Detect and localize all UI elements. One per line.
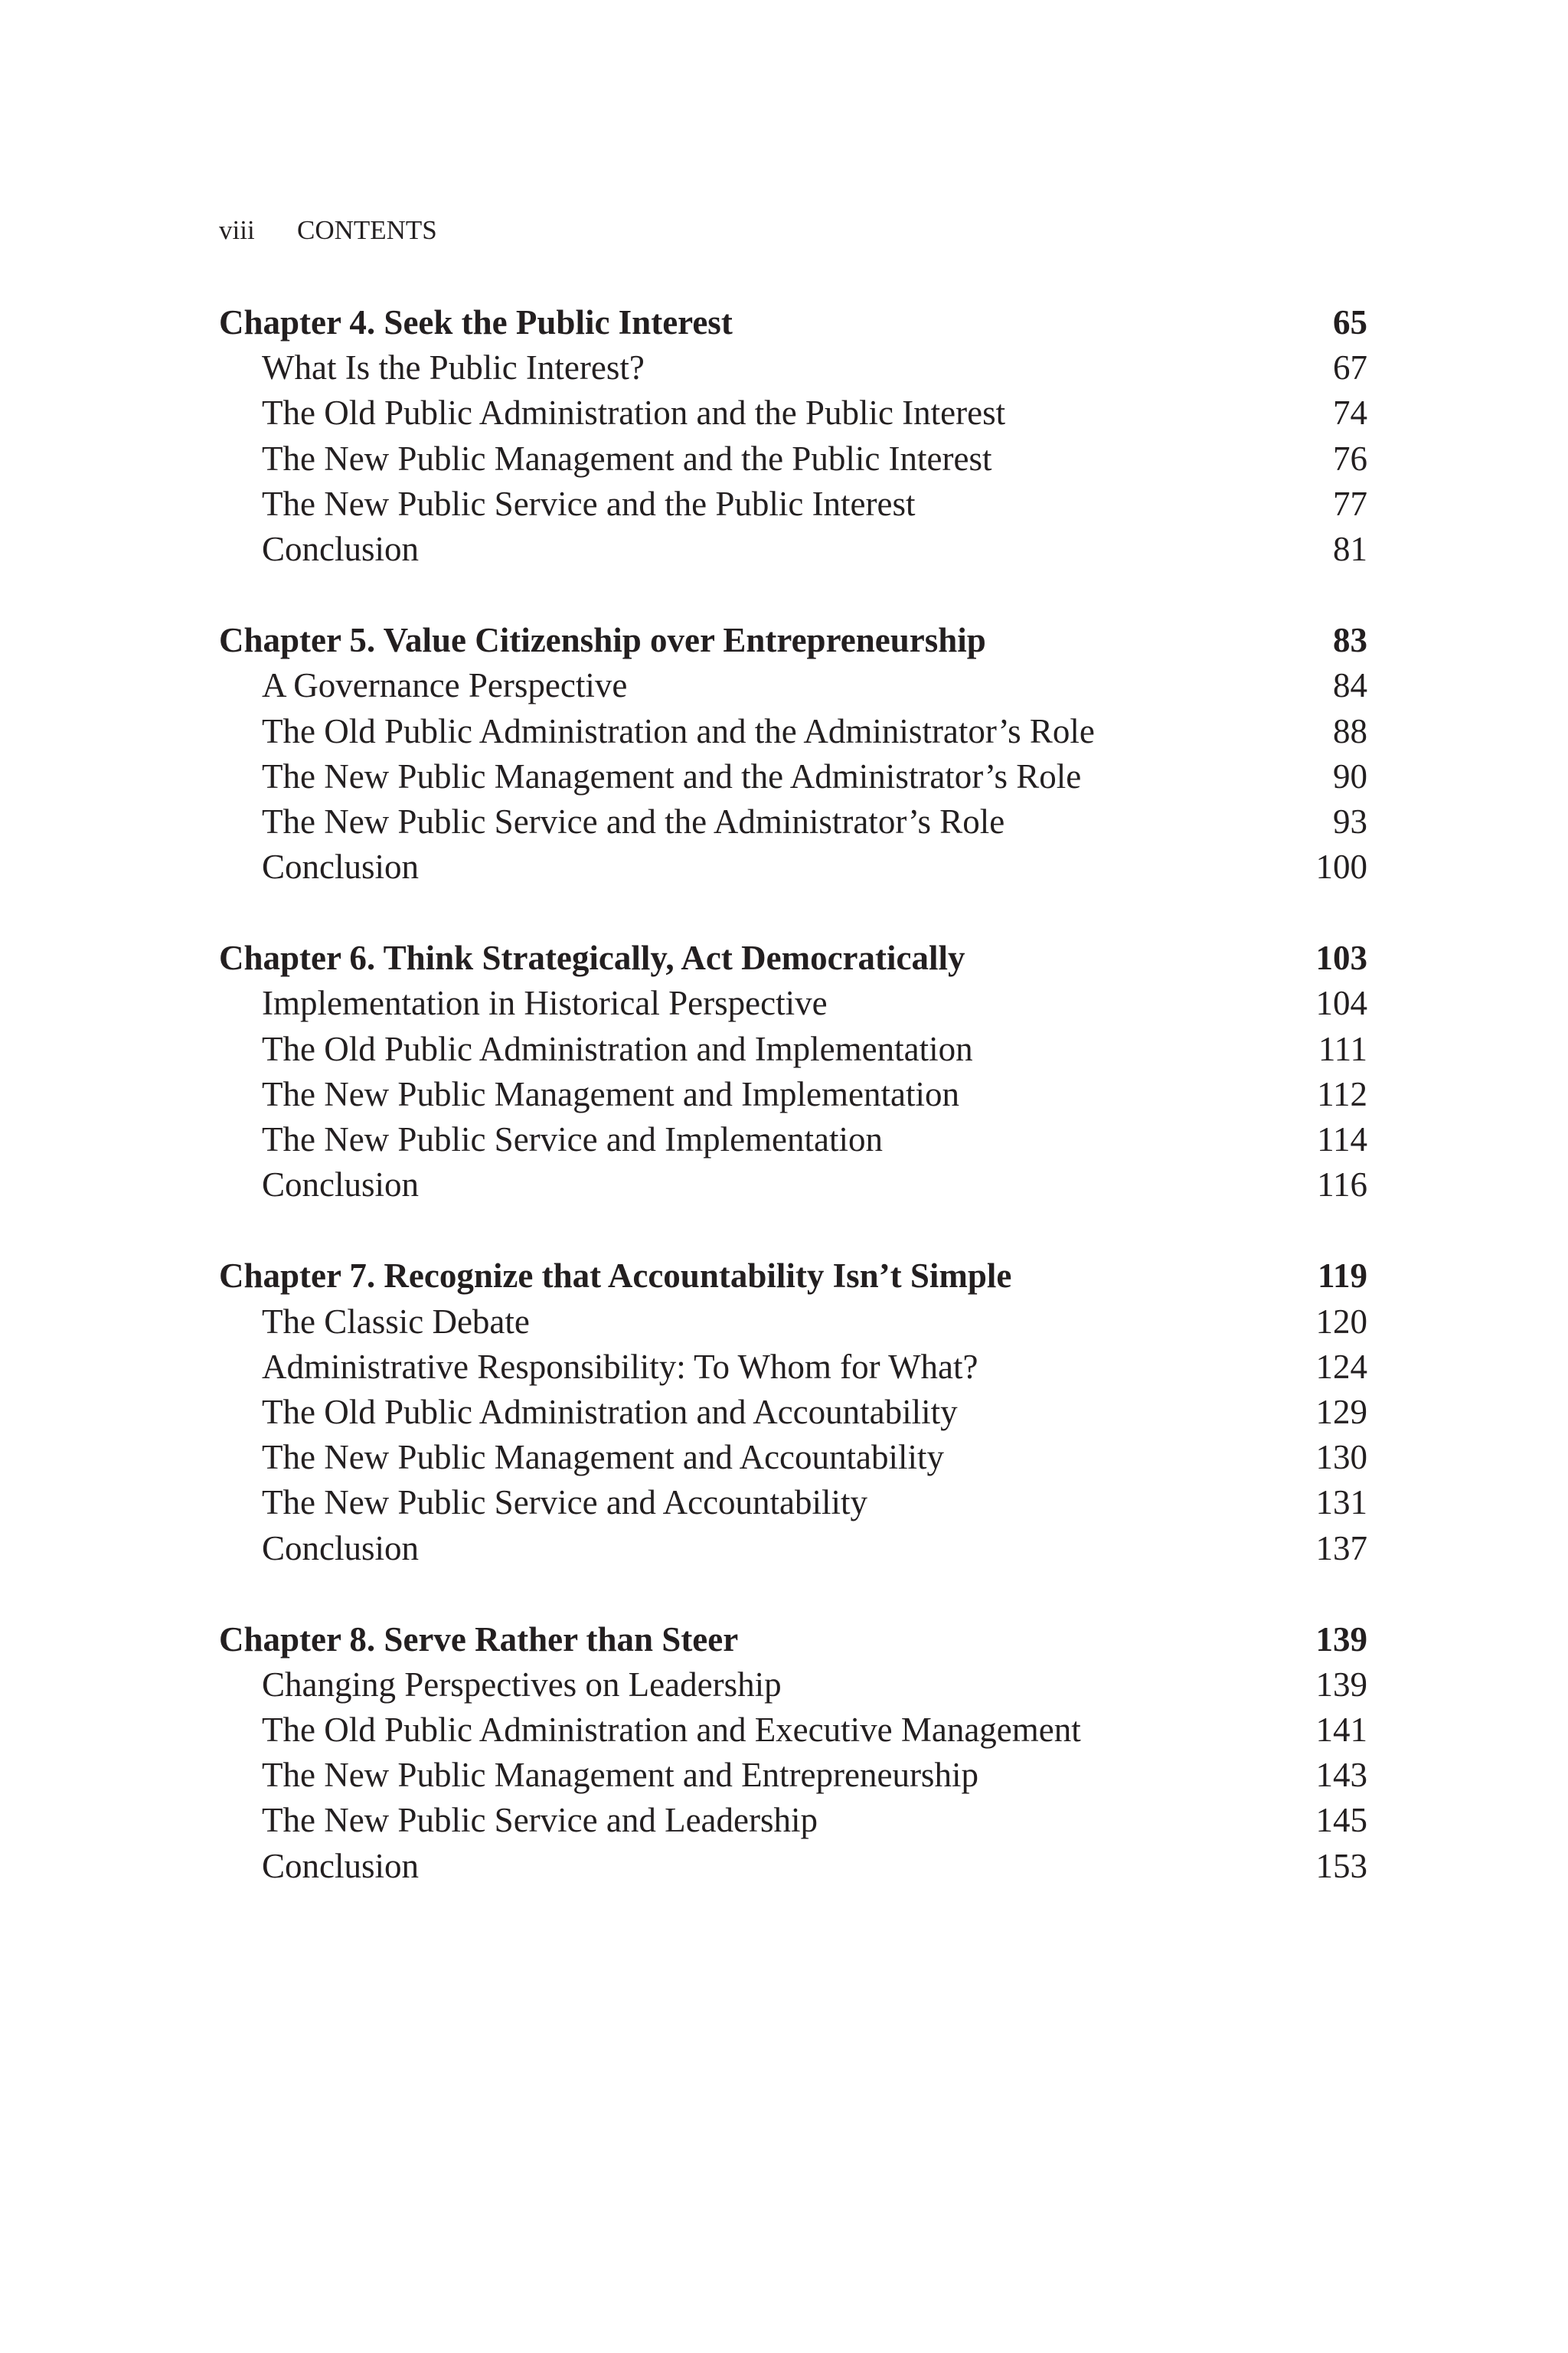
chapter-entry (219, 618, 1367, 663)
section-page-number: 90 (1333, 757, 1367, 796)
section-entry (219, 1662, 1367, 1708)
section-entry (219, 482, 1367, 527)
section-title: Implementation in Historical Perspective (262, 984, 828, 1023)
section-title: The Old Public Administration and Implementation (262, 1029, 973, 1068)
section-entry (219, 1299, 1367, 1345)
section-entry (219, 345, 1367, 391)
section-entry (219, 1844, 1367, 1889)
section-page-number: 143 (1315, 1756, 1367, 1795)
running-head (219, 213, 437, 248)
section-entry (219, 981, 1367, 1026)
section-page-number: 100 (1315, 848, 1367, 887)
section-title: Conclusion (262, 1165, 420, 1204)
section-entry (219, 1480, 1367, 1525)
toc-chapter (219, 618, 1367, 890)
section-title: Administrative Responsibility: To Whom for What? (262, 1347, 978, 1386)
section-page-number: 139 (1315, 1665, 1367, 1704)
chapter-title: Chapter 6. Think Strategically, Act Democratically (219, 939, 965, 978)
section-title: The Old Public Administration and the Administrator’s Role (262, 711, 1095, 750)
section-entry (219, 754, 1367, 799)
section-page-number: 67 (1333, 348, 1367, 387)
section-entry (219, 1526, 1367, 1571)
chapter-title: Chapter 8. Serve Rather than Steer (219, 1619, 739, 1659)
section-entry (219, 1345, 1367, 1390)
section-title: Conclusion (262, 1846, 420, 1885)
section-entry (219, 1798, 1367, 1843)
chapter-page-number: 139 (1315, 1619, 1367, 1659)
section-title: Changing Perspectives on Leadership (262, 1665, 782, 1704)
section-page-number: 116 (1317, 1165, 1367, 1204)
section-title: The New Public Management and the Administrator’s Role (262, 757, 1082, 796)
section-page-number: 153 (1315, 1846, 1367, 1885)
section-page-number: 74 (1333, 394, 1367, 433)
section-entry (219, 391, 1367, 436)
page-folio: viii (219, 215, 255, 245)
section-title: The Old Public Administration and Accountability (262, 1392, 958, 1431)
toc-chapter (219, 1617, 1367, 1889)
section-title: The New Public Service and the Public Interest (262, 484, 916, 523)
section-title: The New Public Service and the Administrator’s Role (262, 802, 1005, 841)
section-entry (219, 1753, 1367, 1798)
chapter-page-number: 65 (1333, 303, 1367, 342)
section-page-number: 145 (1315, 1801, 1367, 1840)
section-title: The New Public Service and Accountability (262, 1483, 868, 1522)
section-title: The Old Public Administration and Executive Management (262, 1711, 1081, 1750)
chapter-page-number: 103 (1315, 939, 1367, 978)
section-entry (219, 1390, 1367, 1435)
section-title: The Classic Debate (262, 1302, 530, 1341)
section-title: A Governance Perspective (262, 666, 628, 705)
section-page-number: 88 (1333, 711, 1367, 750)
section-title: The Old Public Administration and the Public Interest (262, 394, 1006, 433)
section-title: The New Public Management and Entrepreneurship (262, 1756, 978, 1795)
toc-chapter (219, 300, 1367, 572)
section-entry (219, 1435, 1367, 1480)
section-entry (219, 1027, 1367, 1072)
section-entry (219, 1708, 1367, 1753)
chapter-entry (219, 1253, 1367, 1299)
section-entry (219, 799, 1367, 845)
section-page-number: 131 (1315, 1483, 1367, 1522)
section-page-number: 124 (1315, 1347, 1367, 1386)
section-title: The New Public Management and the Public Interest (262, 439, 992, 478)
section-page-number: 76 (1333, 439, 1367, 478)
section-page-number: 112 (1317, 1074, 1367, 1113)
section-page-number: 141 (1315, 1711, 1367, 1750)
section-entry (219, 663, 1367, 708)
chapter-page-number: 119 (1317, 1257, 1367, 1296)
chapter-entry (219, 936, 1367, 981)
section-entry (219, 709, 1367, 754)
chapter-title: Chapter 5. Value Citizenship over Entrepreneurship (219, 621, 986, 660)
section-title: The New Public Service and Implementation (262, 1120, 884, 1159)
section-title: Conclusion (262, 848, 420, 887)
section-entry (219, 1117, 1367, 1162)
section-title: The New Public Management and Implementation (262, 1074, 959, 1113)
section-page-number: 129 (1315, 1392, 1367, 1431)
section-page-number: 111 (1318, 1029, 1367, 1068)
section-page-number: 93 (1333, 802, 1367, 841)
section-title: Conclusion (262, 1528, 420, 1567)
section-page-number: 120 (1315, 1302, 1367, 1341)
chapter-entry (219, 300, 1367, 345)
section-entry (219, 1072, 1367, 1117)
running-head-label: CONTENTS (297, 215, 437, 245)
section-page-number: 84 (1333, 666, 1367, 705)
section-entry (219, 845, 1367, 890)
section-page-number: 77 (1333, 484, 1367, 523)
chapter-title: Chapter 7. Recognize that Accountability Isn’t Simple (219, 1257, 1012, 1296)
section-page-number: 81 (1333, 529, 1367, 568)
section-title: Conclusion (262, 529, 420, 568)
toc-chapter (219, 936, 1367, 1208)
toc-chapter (219, 1253, 1367, 1570)
section-page-number: 130 (1315, 1438, 1367, 1477)
section-entry (219, 1162, 1367, 1208)
section-entry (219, 527, 1367, 572)
section-page-number: 114 (1317, 1120, 1367, 1159)
chapter-title: Chapter 4. Seek the Public Interest (219, 303, 733, 342)
section-page-number: 104 (1315, 984, 1367, 1023)
section-page-number: 137 (1315, 1528, 1367, 1567)
section-title: The New Public Service and Leadership (262, 1801, 818, 1840)
chapter-page-number: 83 (1333, 621, 1367, 660)
section-title: What Is the Public Interest? (262, 348, 645, 387)
section-entry (219, 436, 1367, 482)
section-title: The New Public Management and Accountability (262, 1438, 945, 1477)
table-of-contents (219, 300, 1367, 1935)
chapter-entry (219, 1617, 1367, 1662)
